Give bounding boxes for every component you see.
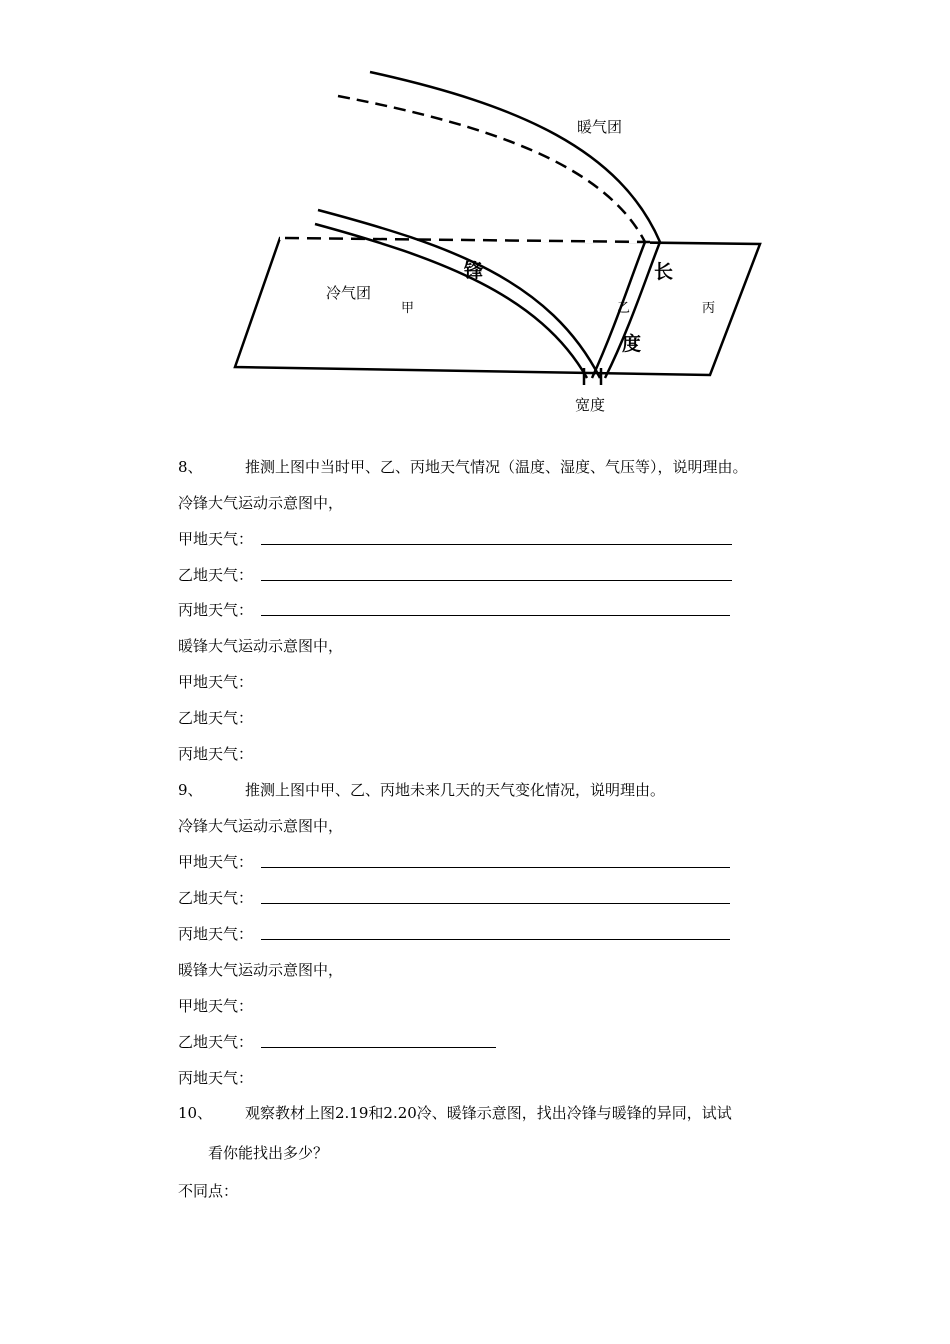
label-width: 宽度 bbox=[575, 396, 606, 414]
answer-blank[interactable] bbox=[261, 903, 730, 904]
answer-row bbox=[178, 852, 253, 872]
label-place-jia: 甲 bbox=[401, 301, 415, 316]
ground-plane bbox=[235, 238, 760, 375]
answer-blank[interactable] bbox=[261, 580, 732, 581]
label-length-2: 度 bbox=[622, 333, 642, 355]
answer-blank[interactable] bbox=[261, 615, 730, 616]
label-place-yi: 乙 bbox=[617, 301, 631, 316]
label-warm-air-mass: 暖气团 bbox=[577, 118, 623, 136]
question-number: 10、 bbox=[178, 1104, 213, 1122]
answer-row bbox=[178, 1032, 253, 1052]
label-length-1: 长 bbox=[654, 261, 674, 283]
answer-label: 乙地天气： bbox=[178, 1033, 254, 1051]
label-place-bing: 丙 bbox=[702, 301, 716, 316]
answer-label: 丙地天气： bbox=[178, 745, 254, 763]
question-9 bbox=[178, 780, 666, 800]
label-cold-air-mass: 冷气团 bbox=[326, 284, 372, 302]
question-text: 推测上图中当时甲、乙、丙地天气情况（温度、湿度、气压等），说明理由。 bbox=[245, 458, 748, 476]
warm-front-heading: 暖锋大气运动示意图中， bbox=[178, 961, 344, 979]
cold-front-heading: 冷锋大气运动示意图中， bbox=[178, 817, 344, 835]
differences-label: 不同点： bbox=[178, 1182, 239, 1200]
question-number: 9、 bbox=[178, 781, 203, 799]
answer-row bbox=[178, 888, 253, 908]
answer-label: 乙地天气： bbox=[178, 889, 254, 907]
front-line-a bbox=[605, 242, 660, 378]
answer-label: 丙地天气： bbox=[178, 1069, 254, 1087]
answer-blank[interactable] bbox=[261, 939, 730, 940]
answer-label: 甲地天气： bbox=[178, 673, 254, 691]
answer-label: 丙地天气： bbox=[178, 601, 254, 619]
warm-surface-upper bbox=[370, 72, 660, 242]
question-text: 观察教材上图2.19和2.20冷、暖锋示意图，找出冷锋与暖锋的异同，试试 bbox=[245, 1104, 732, 1122]
answer-blank[interactable] bbox=[261, 544, 732, 545]
question-text-continued: 看你能找出多少？ bbox=[208, 1144, 329, 1162]
answer-row bbox=[178, 565, 253, 585]
answer-row bbox=[178, 529, 253, 549]
question-8 bbox=[178, 457, 748, 477]
answer-label: 甲地天气： bbox=[178, 997, 254, 1015]
answer-blank[interactable] bbox=[261, 867, 730, 868]
answer-label: 丙地天气： bbox=[178, 925, 254, 943]
cold-front-heading: 冷锋大气运动示意图中， bbox=[178, 494, 344, 512]
answer-label: 甲地天气： bbox=[178, 853, 254, 871]
label-front: 锋 bbox=[464, 260, 484, 282]
question-number: 8、 bbox=[178, 458, 203, 476]
answer-label: 乙地天气： bbox=[178, 566, 254, 584]
question-10 bbox=[178, 1103, 732, 1123]
answer-row bbox=[178, 924, 253, 944]
front-diagram bbox=[220, 60, 800, 420]
question-text: 推测上图中甲、乙、丙地未来几天的天气变化情况，说明理由。 bbox=[245, 781, 666, 799]
answer-blank[interactable] bbox=[261, 1047, 496, 1048]
answer-label: 乙地天气： bbox=[178, 709, 254, 727]
answer-row bbox=[178, 600, 253, 620]
warm-front-heading: 暖锋大气运动示意图中， bbox=[178, 637, 344, 655]
answer-label: 甲地天气： bbox=[178, 530, 254, 548]
